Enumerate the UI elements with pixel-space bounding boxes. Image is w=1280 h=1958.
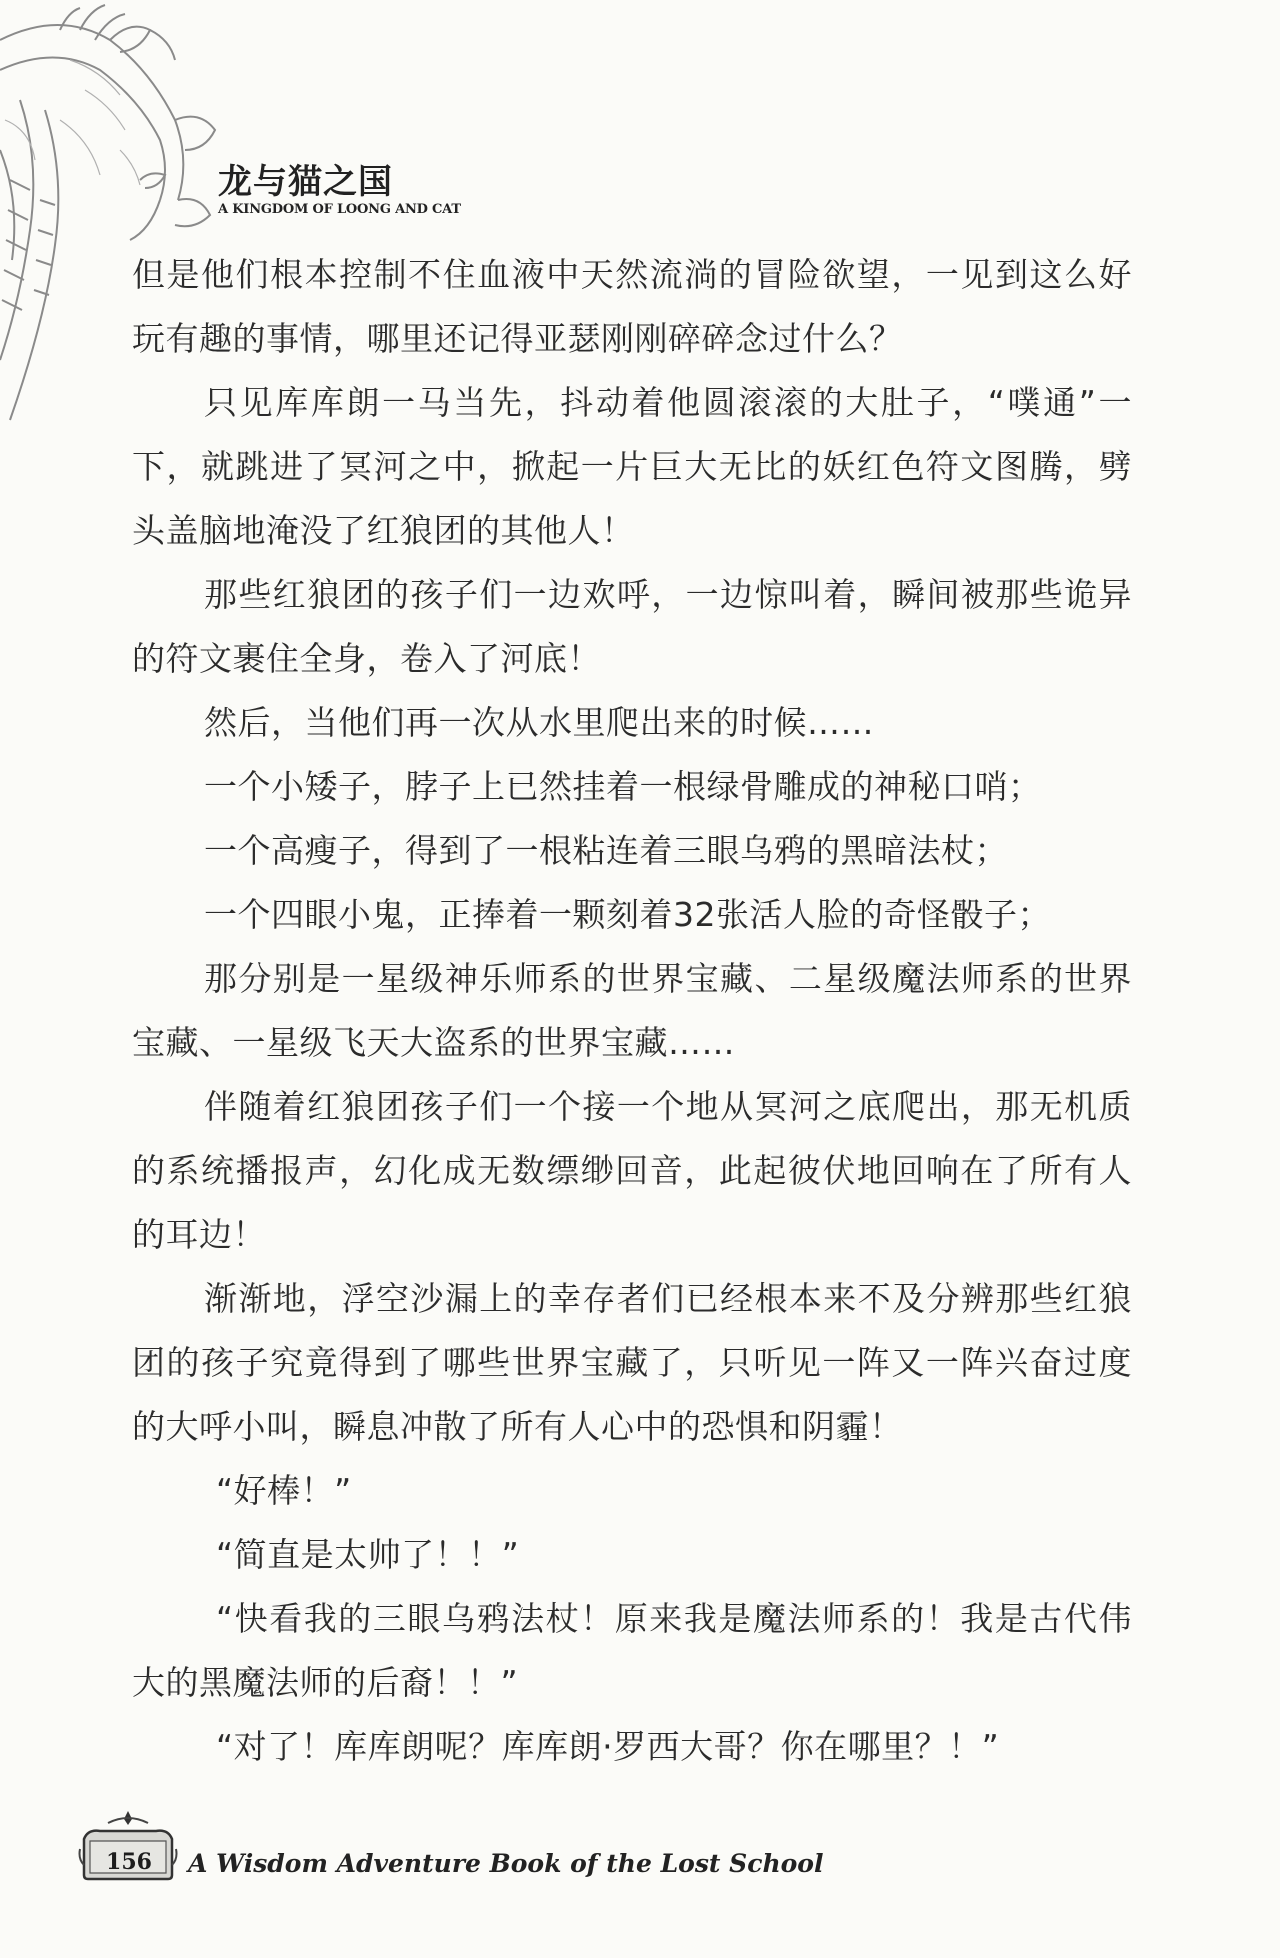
header-title-en: A KINGDOM OF LOONG AND CAT [218,202,461,217]
dialogue-line: “对了！库库朗呢？库库朗·罗西大哥？你在哪里？！” [216,1727,1000,1766]
dialogue-line: “简直是太帅了！！” [216,1535,520,1574]
paragraph: 伴随着红狼团孩子们一个接一个地从冥河之底爬出，那无机质的系统播报声，幻化成无数缥缈回音，此起彼伏地回响在了所有人的耳边！ [132,1087,1132,1254]
running-header [218,162,461,218]
footer-book-title: A Wisdom Adventure Book of the Lost School [188,1849,824,1878]
paragraph: 只见库库朗一马当先，抖动着他圆滚滚的大肚子，“噗通”一下，就跳进了冥河之中，掀起一片巨大无比的妖红色符文图腾，劈头盖脑地淹没了红狼团的其他人！ [132,383,1132,550]
paragraph: 然后，当他们再一次从水里爬出来的时候…… [204,703,874,742]
page-number: 156 [106,1849,152,1875]
dialogue-line: “快看我的三眼乌鸦法杖！原来我是魔法师系的！我是古代伟大的黑魔法师的后裔！！” [132,1599,1132,1702]
paragraph: 那些红狼团的孩子们一边欢呼，一边惊叫着，瞬间被那些诡异的符文裹住全身，卷入了河底！ [132,575,1132,678]
paragraph: 一个小矮子，脖子上已然挂着一根绿骨雕成的神秘口哨； [204,767,1042,806]
paragraph: 一个高瘦子，得到了一根粘连着三眼乌鸦的黑暗法杖； [204,831,1008,870]
header-title-cn: 龙与猫之国 [218,162,393,202]
paragraph: 渐渐地，浮空沙漏上的幸存者们已经根本来不及分辨那些红狼团的孩子究竟得到了哪些世界宝藏了，只听见一阵又一阵兴奋过度的大呼小叫，瞬息冲散了所有人心中的恐惧和阴霾！ [132,1279,1132,1446]
paragraph: 但是他们根本控制不住血液中天然流淌的冒险欲望，一见到这么好玩有趣的事情，哪里还记得亚瑟刚刚碎碎念过什么？ [132,255,1132,358]
paragraph: 那分别是一星级神乐师系的世界宝藏、二星级魔法师系的世界宝藏、一星级飞天大盗系的世界宝藏…… [132,959,1132,1062]
dialogue-line: “好棒！” [216,1471,352,1510]
body-text [132,243,1132,1779]
paragraph: 一个四眼小鬼，正捧着一颗刻着32张活人脸的奇怪骰子； [204,895,1051,934]
running-footer [78,1805,838,1885]
